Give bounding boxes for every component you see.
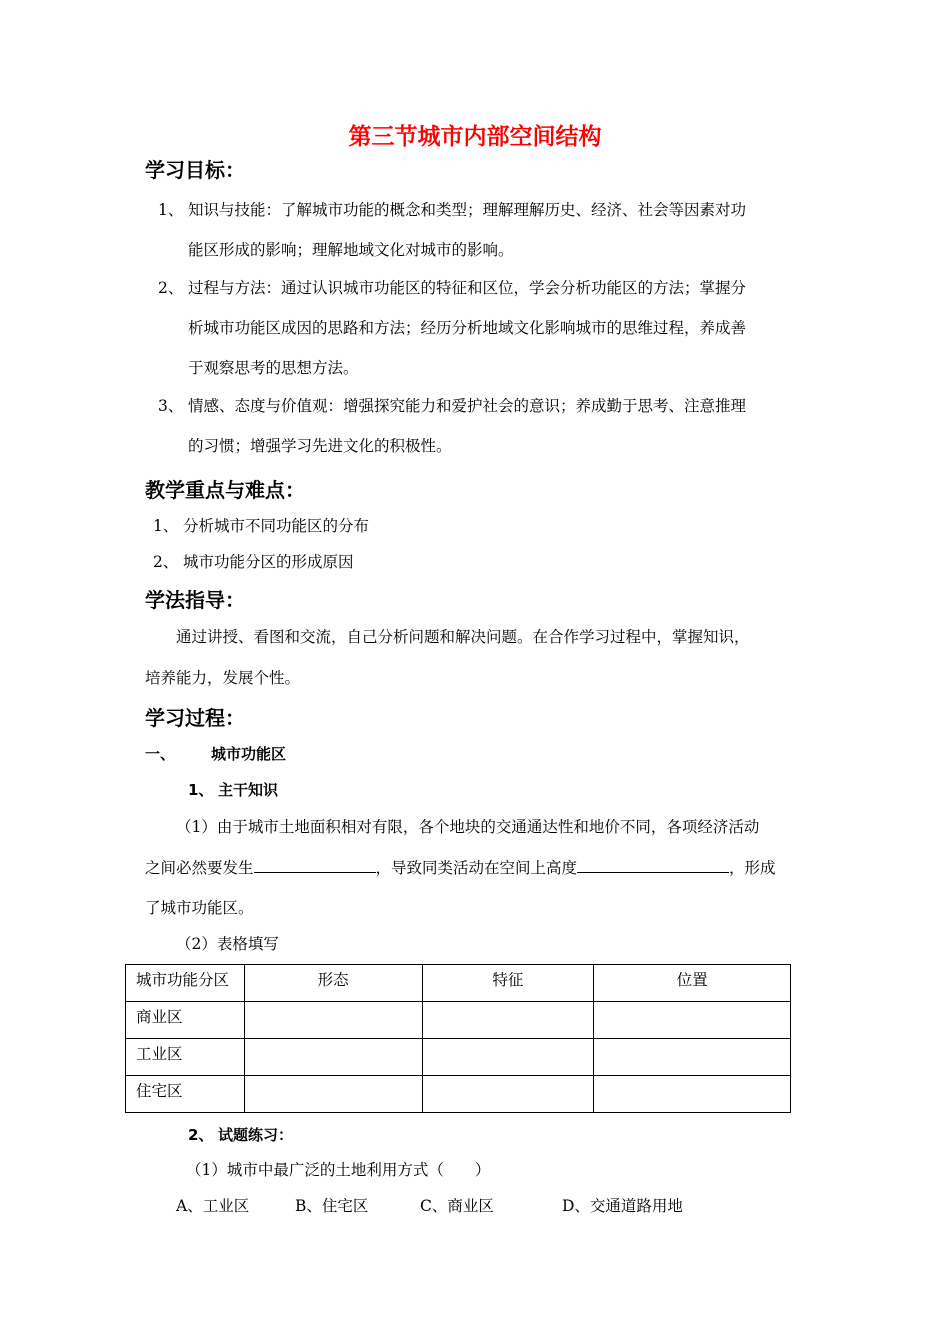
table-cell[interactable] — [244, 1039, 422, 1076]
option-c[interactable]: C、商业区 — [420, 1197, 494, 1215]
row-label: 商业区 — [126, 1002, 245, 1039]
fill-in-table — [125, 964, 791, 1113]
method-heading: 学法指导： — [145, 588, 245, 612]
goal-num: 3、 — [158, 397, 184, 415]
keypoint-num: 2、 — [153, 553, 179, 571]
table-header: 位置 — [594, 965, 791, 1002]
table-row — [126, 1076, 791, 1113]
sub1-num: 1、 — [188, 781, 214, 799]
row-label: 工业区 — [126, 1039, 245, 1076]
goals-heading: 学习目标： — [145, 158, 245, 182]
table-header: 形态 — [244, 965, 422, 1002]
sub2-num: 2、 — [188, 1126, 214, 1144]
table-cell[interactable] — [422, 1076, 594, 1113]
q1-line3: 了城市功能区。 — [145, 899, 254, 917]
row-label: 住宅区 — [126, 1076, 245, 1113]
sub2-title: 试题练习： — [218, 1126, 294, 1144]
process-heading: 学习过程： — [145, 706, 245, 730]
keypoint-item-2 — [153, 550, 354, 572]
goal-item-3 — [158, 394, 746, 416]
table-cell[interactable] — [422, 1002, 594, 1039]
exercise-question: （1）城市中最广泛的土地利用方式（ ） — [186, 1161, 491, 1179]
goal-text: 知识与技能：了解城市功能的概念和类型；理解理解历史、经济、社会等因素对功 — [188, 201, 747, 219]
goal-text: 情感、态度与价值观：增强探究能力和爱护社会的意识；养成勤于思考、注意推理 — [188, 397, 747, 415]
q1-text-b: ，导致同类活动在空间上高度 — [375, 859, 578, 877]
table-cell[interactable] — [594, 1002, 791, 1039]
table-cell[interactable] — [594, 1039, 791, 1076]
goal-num: 2、 — [158, 279, 184, 297]
option-b[interactable]: B、住宅区 — [295, 1197, 369, 1215]
page-title: 第三节城市内部空间结构 — [348, 124, 602, 150]
sub2-heading — [188, 1124, 293, 1145]
table-row — [126, 1002, 791, 1039]
answer-blank-2[interactable] — [577, 858, 729, 873]
q1-text-c: ，形成 — [729, 859, 776, 877]
table-header-row — [126, 965, 791, 1002]
table-cell[interactable] — [594, 1076, 791, 1113]
q1-line1: （1）由于城市土地面积相对有限，各个地块的交通通达性和地价不同，各项经济活动 — [176, 818, 760, 836]
q1-line2 — [145, 856, 776, 878]
part1-title: 城市功能区 — [211, 745, 287, 763]
table-header: 特征 — [422, 965, 594, 1002]
method-text-line2: 培养能力，发展个性。 — [145, 669, 301, 687]
table-cell[interactable] — [244, 1076, 422, 1113]
table-cell[interactable] — [422, 1039, 594, 1076]
option-d[interactable]: D、交通道路用地 — [562, 1197, 683, 1215]
sub1-title: 主干知识 — [218, 781, 279, 799]
method-text-line1: 通过讲授、看图和交流，自己分析问题和解决问题。在合作学习过程中，掌握知识， — [176, 628, 750, 646]
goal-item-1 — [158, 198, 746, 220]
goal-item-2-cont: 析城市功能区成因的思路和方法；经历分析地域文化影响城市的思维过程，养成善 — [188, 319, 747, 337]
table-header: 城市功能分区 — [126, 965, 245, 1002]
goal-num: 1、 — [158, 201, 184, 219]
goal-item-2 — [158, 276, 746, 298]
keypoint-item-1 — [153, 514, 369, 536]
goal-item-2-cont2: 于观察思考的思想方法。 — [188, 359, 359, 377]
option-a[interactable]: A、工业区 — [176, 1197, 250, 1215]
keypoint-text: 城市功能分区的形成原因 — [183, 553, 354, 571]
goal-item-3-cont: 的习惯；增强学习先进文化的积极性。 — [188, 437, 452, 455]
sub1-heading — [188, 779, 278, 800]
table-cell[interactable] — [244, 1002, 422, 1039]
answer-blank-1[interactable] — [254, 858, 376, 873]
q1-text-a: 之间必然要发生 — [145, 859, 254, 877]
keypoint-num: 1、 — [153, 517, 179, 535]
keypoints-heading: 教学重点与难点： — [145, 478, 305, 502]
goal-text: 过程与方法：通过认识城市功能区的特征和区位，学会分析功能区的方法；掌握分 — [188, 279, 747, 297]
goal-item-1-cont: 能区形成的影响；理解地域文化对城市的影响。 — [188, 241, 514, 259]
q2-label: （2）表格填写 — [176, 935, 279, 953]
part1-num: 一、 — [145, 745, 176, 763]
table-row — [126, 1039, 791, 1076]
keypoint-text: 分析城市不同功能区的分布 — [183, 517, 370, 535]
